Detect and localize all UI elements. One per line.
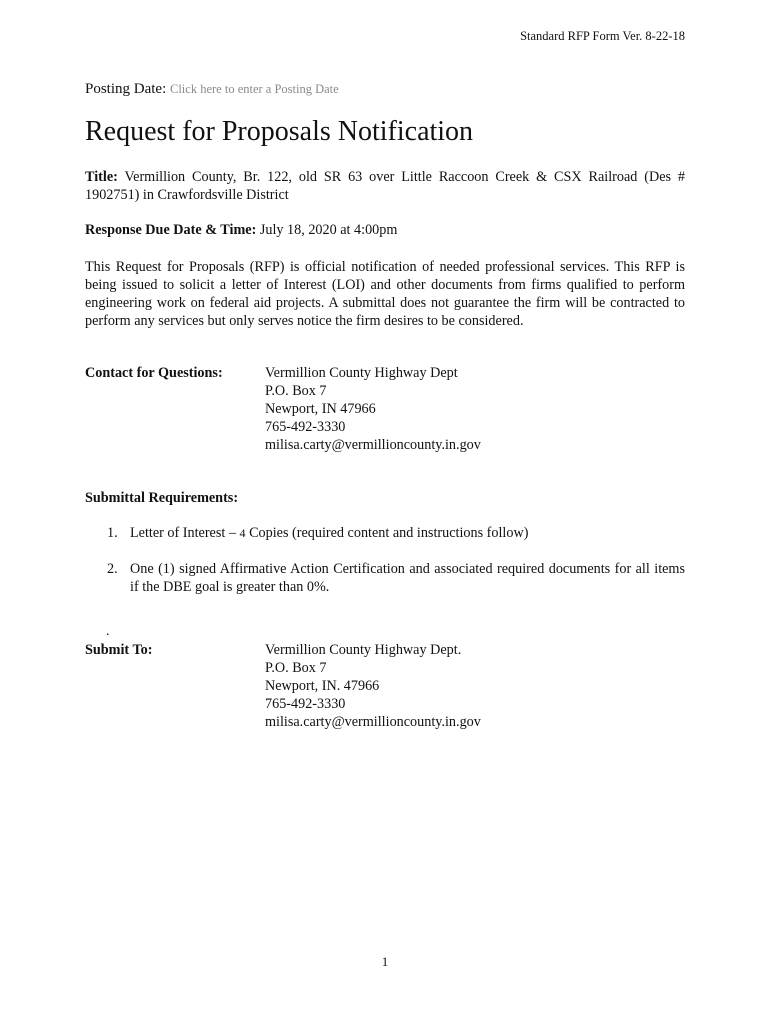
contact-line: P.O. Box 7 [265, 383, 327, 399]
posting-date-label: Posting Date: [85, 81, 167, 97]
contact-label: Contact for Questions: [85, 365, 223, 381]
list-item-text: Letter of Interest – [130, 525, 240, 541]
submit-address [265, 641, 481, 731]
posting-date-field[interactable]: Click here to enter a Posting Date [170, 82, 339, 96]
posting-date-row [85, 81, 339, 98]
title-value: Vermillion County, Br. 122, old SR 63 over Little Raccoon Creek & CSX Railroad (Des # 1902751) in Crawfordsville District [85, 169, 685, 203]
contact-email: milisa.carty@vermillioncounty.in.gov [265, 437, 481, 453]
title-paragraph [85, 168, 685, 204]
title-label: Title: [85, 169, 118, 185]
list-item: One (1) signed Affirmative Action Certification and associated required documents for all items if the DBE goal is greater than 0%. [130, 561, 685, 595]
response-due-value: July 18, 2020 at 4:00pm [259, 222, 398, 238]
submit-email: milisa.carty@vermillioncounty.in.gov [265, 714, 481, 730]
submit-line: P.O. Box 7 [265, 660, 327, 676]
list-item [130, 524, 685, 542]
contact-line: Vermillion County Highway Dept [265, 365, 458, 381]
form-version-header: Standard RFP Form Ver. 8-22-18 [520, 29, 685, 43]
submit-line: Vermillion County Highway Dept. [265, 642, 462, 658]
intro-paragraph: This Request for Proposals (RFP) is official notification of needed professional services. This RFP is being issued to solicit a letter of Interest (LOI) and other documents from firms qualified to perform engineering work on federal aid projects. A submittal does not guarantee the firm will be contracted to perform any services but only serves notice the firm desires to be considered. [85, 259, 685, 329]
submit-line: Newport, IN. 47966 [265, 678, 380, 694]
stray-mark: . [106, 624, 110, 639]
submit-line: 765-492-3330 [265, 696, 346, 712]
submit-to-label: Submit To: [85, 642, 153, 658]
response-due-paragraph [85, 221, 685, 239]
contact-address [265, 364, 481, 454]
document-title: Request for Proposals Notification [85, 116, 474, 147]
submittal-requirements-label: Submittal Requirements: [85, 490, 239, 506]
list-item-text: Copies (required content and instructions follow) [245, 525, 529, 541]
response-due-label: Response Due Date & Time: [85, 222, 257, 238]
contact-line: Newport, IN 47966 [265, 401, 376, 417]
page-number: 1 [381, 954, 389, 969]
list-item-number: 1. [107, 525, 118, 541]
copies-count: 4 [239, 526, 246, 540]
list-item-number: 2. [107, 561, 118, 577]
contact-line: 765-492-3330 [265, 419, 346, 435]
